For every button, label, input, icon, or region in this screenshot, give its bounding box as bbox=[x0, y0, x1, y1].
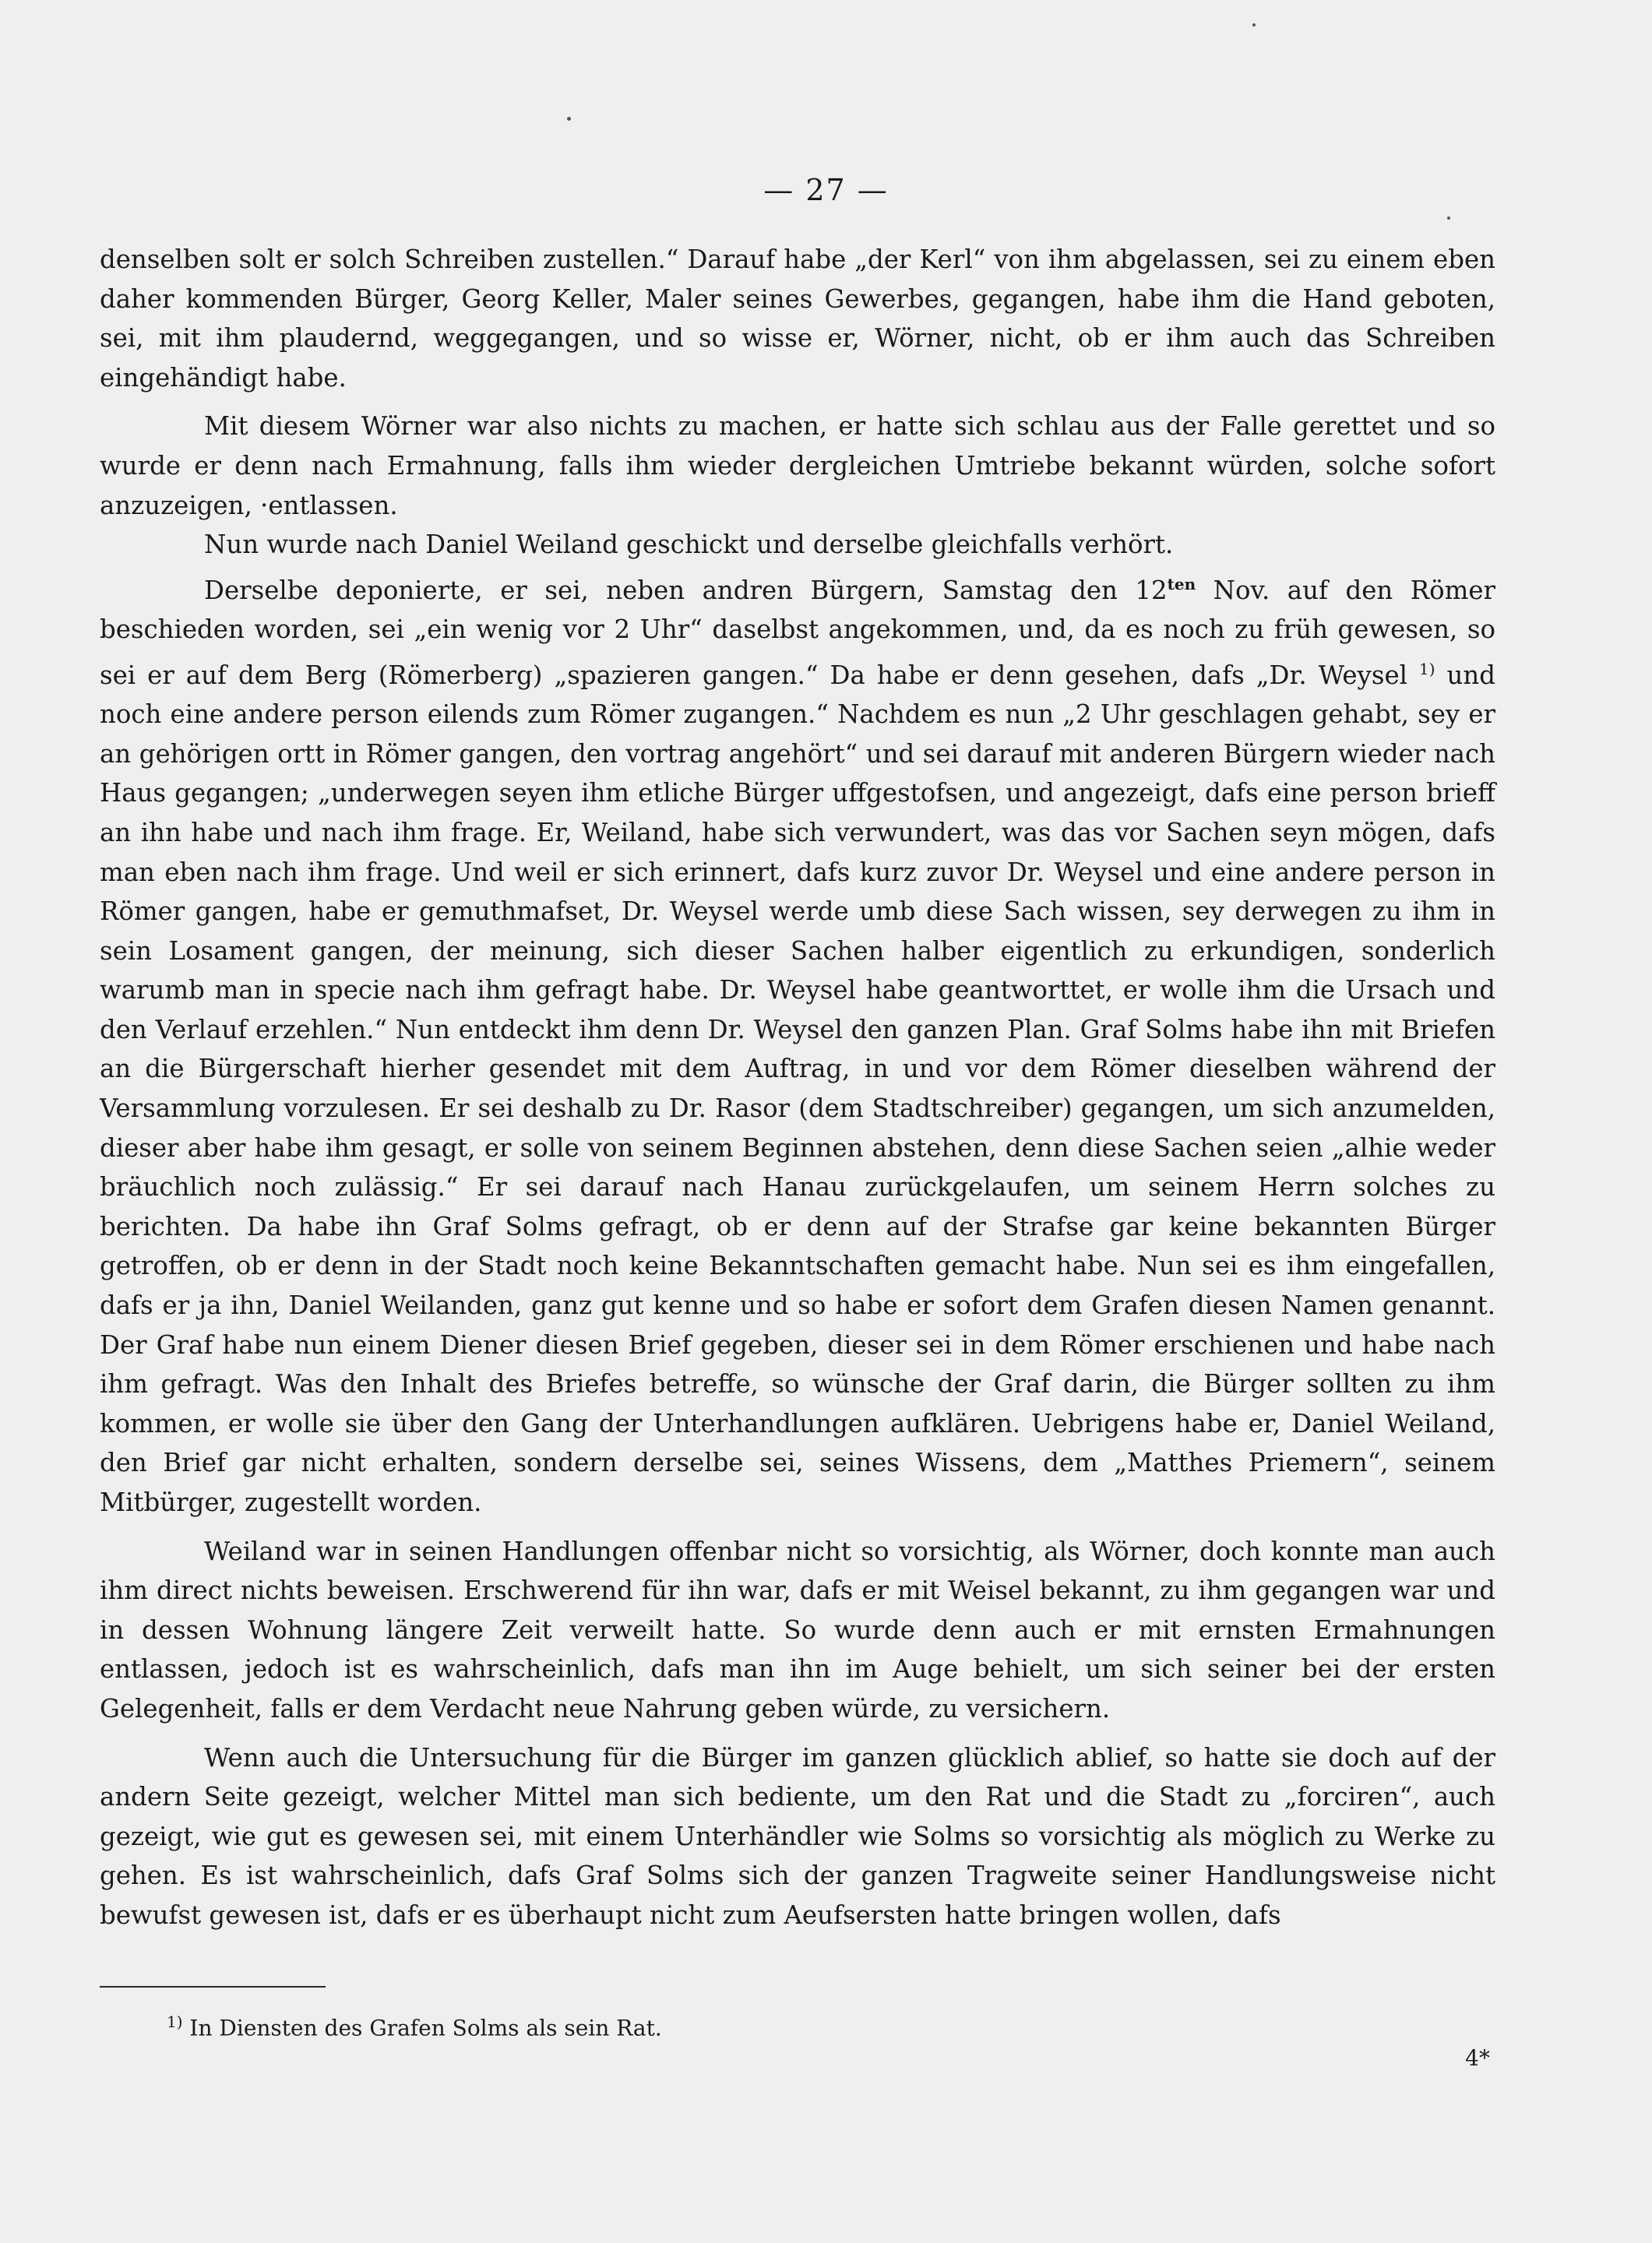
paper-speck bbox=[1252, 23, 1256, 26]
paragraph-4-start: Derselbe deponierte, er sei, neben andren Bürgern, Samstag den 12 bbox=[204, 575, 1168, 605]
ordinal-superscript: ten bbox=[1167, 574, 1196, 593]
footnote-marker: 1) bbox=[167, 2012, 183, 2031]
paragraph-4-middle: Nov. auf den Römer beschieden worden, sei „ein wenig vor 2 Uhr“ daselbst angekommen, und, da es noch zu früh gewesen, so sei er auf dem Berg (Römerberg) „spazieren gangen.“ Da habe er denn gesehen, dafs „Dr. Weysel bbox=[100, 575, 1495, 690]
footnote-reference: 1) bbox=[1418, 659, 1435, 678]
paragraph-6: Wenn auch die Untersuchung für die Bürger im ganzen glücklich ablief, so hatte sie doch auf der andern Seite gezeigt, welcher Mittel man sich bediente, um den Rat und die Stadt zu „forciren“, auch gezeigt, wie gut es gewesen sei, mit einem Unterhändler wie Solms so vorsichtig als möglich zu Werke zu gehen. Es ist wahrscheinlich, dafs Graf Solms sich der ganzen Tragweite seiner Handlungsweise nicht bewufst gewesen ist, dafs er es überhaupt nicht zum Aeufsersten hatte bringen wollen, dafs bbox=[100, 1742, 1495, 1930]
footnote-divider bbox=[100, 1986, 326, 1988]
paragraph-4 bbox=[100, 565, 1495, 1523]
sheet-signature: 4* bbox=[1465, 2045, 1490, 2071]
paragraph-1: denselben solt er solch Schreiben zustellen.“ Darauf habe „der Kerl“ von ihm abgelassen, sei zu einem eben daher kommenden Bürger, Georg Keller, Maler seines Gewerbes, gegangen, habe ihm die Hand geboten, sei, mit ihm plaudernd, weggegangen, und so wisse er, Wörner, nicht, ob er ihm auch das Schreiben eingehändigt habe. bbox=[100, 245, 1495, 393]
paper-speck bbox=[567, 117, 571, 121]
page-number: — 27 — bbox=[763, 173, 889, 207]
body-text bbox=[100, 240, 1495, 1935]
paragraph-2: Mit diesem Wörner war also nichts zu machen, er hatte sich schlau aus der Falle gerettet und so wurde er denn nach Ermahnung, falls ihm wieder dergleichen Umtriebe bekannt würden, solche sofort anzuzeigen, ·entlassen. bbox=[100, 411, 1495, 520]
paragraph-3: Nun wurde nach Daniel Weiland geschickt und derselbe gleichfalls verhört. bbox=[204, 530, 1174, 560]
paragraph-5: Weiland war in seinen Handlungen offenbar nicht so vorsichtig, als Wörner, doch konnte man auch ihm direct nichts beweisen. Erschwerend für ihn war, dafs er mit Weisel bekannt, zu ihm gegangen war und in dessen Wohnung längere Zeit verweilt hatte. So wurde denn auch er mit ernsten Ermahnungen entlassen, jedoch ist es wahrscheinlich, dafs man ihn im Auge behielt, um sich seiner bei der ersten Gelegenheit, falls er dem Verdacht neue Nahrung geben würde, zu versichern. bbox=[100, 1536, 1495, 1724]
footnote-text: In Diensten des Grafen Solms als sein Rat. bbox=[182, 2015, 662, 2041]
paragraph-4-end: und noch eine andere person eilends zum Römer zugangen.“ Nachdem es nun „2 Uhr geschlagen gehabt, sey er an gehörigen ortt in Römer gangen, den vortrag angehört“ und sei darauf mit anderen Bürgern wieder nach Haus gegangen; „underwegen seyen ihm etliche Bürger uffgestofsen, und angezeigt, dafs eine person brieff an ihn habe und nach ihm frage. Er, Weiland, habe sich verwundert, was das vor Sachen seyn mögen, dafs man eben nach ihm frage. Und weil er sich erinnert, dafs kurz zuvor Dr. Weysel und eine andere person in Römer gangen, habe er gemuthmafset, Dr. Weysel werde umb diese Sach wissen, sey derwegen zu ihm in sein Losament gangen, der meinung, sich dieser Sachen halber eigentlich zu erkundigen, sonderlich warumb man in specie nach ihm gefragt habe. Dr. Weysel habe geantworttet, er wolle ihm die Ursach und den Verlauf erzehlen.“ Nun entdeckt ihm denn Dr. Weysel den ganzen Plan. Graf Solms habe ihn mit Briefen an die Bürgerschaft hierher gesendet mit dem Auftrag, in und vor dem Römer dieselben während der Versammlung vorzulesen. Er sei deshalb zu Dr. Rasor (dem Stadtschreiber) gegangen, um sich anzumelden, dieser aber habe ihm gesagt, er solle von seinem Beginnen abstehen, denn diese Sachen seien „alhie weder bräuchlich noch zulässig.“ Er sei darauf nach Hanau zurückgelaufen, um seinem Herrn solches zu berichten. Da habe ihn Graf Solms gefragt, ob er denn auf der Strafse gar keine bekannten Bürger getroffen, ob er denn in der Stadt noch keine Bekanntschaften gemacht habe. Nun sei es ihm eingefallen, dafs er ja ihn, Daniel Weilanden, ganz gut kenne und so habe er sofort dem Grafen diesen Namen genannt. Der Graf habe nun einem Diener diesen Brief gegeben, dieser sei in dem Römer erschienen und habe nach ihm gefragt. Was den Inhalt des Briefes betreffe, so wünsche der Graf darin, die Bürger sollten zu ihm kommen, er wolle sie über den Gang der Unterhandlungen aufklären. Uebrigens habe er, Daniel Weiland, den Brief gar nicht erhalten, sondern derselbe sei, seines Wissens, dem „Matthes Priemern“, seinem Mitbürger, zugestellt worden. bbox=[100, 660, 1495, 1517]
footnote bbox=[167, 2006, 662, 2044]
paper-speck bbox=[1447, 217, 1450, 220]
